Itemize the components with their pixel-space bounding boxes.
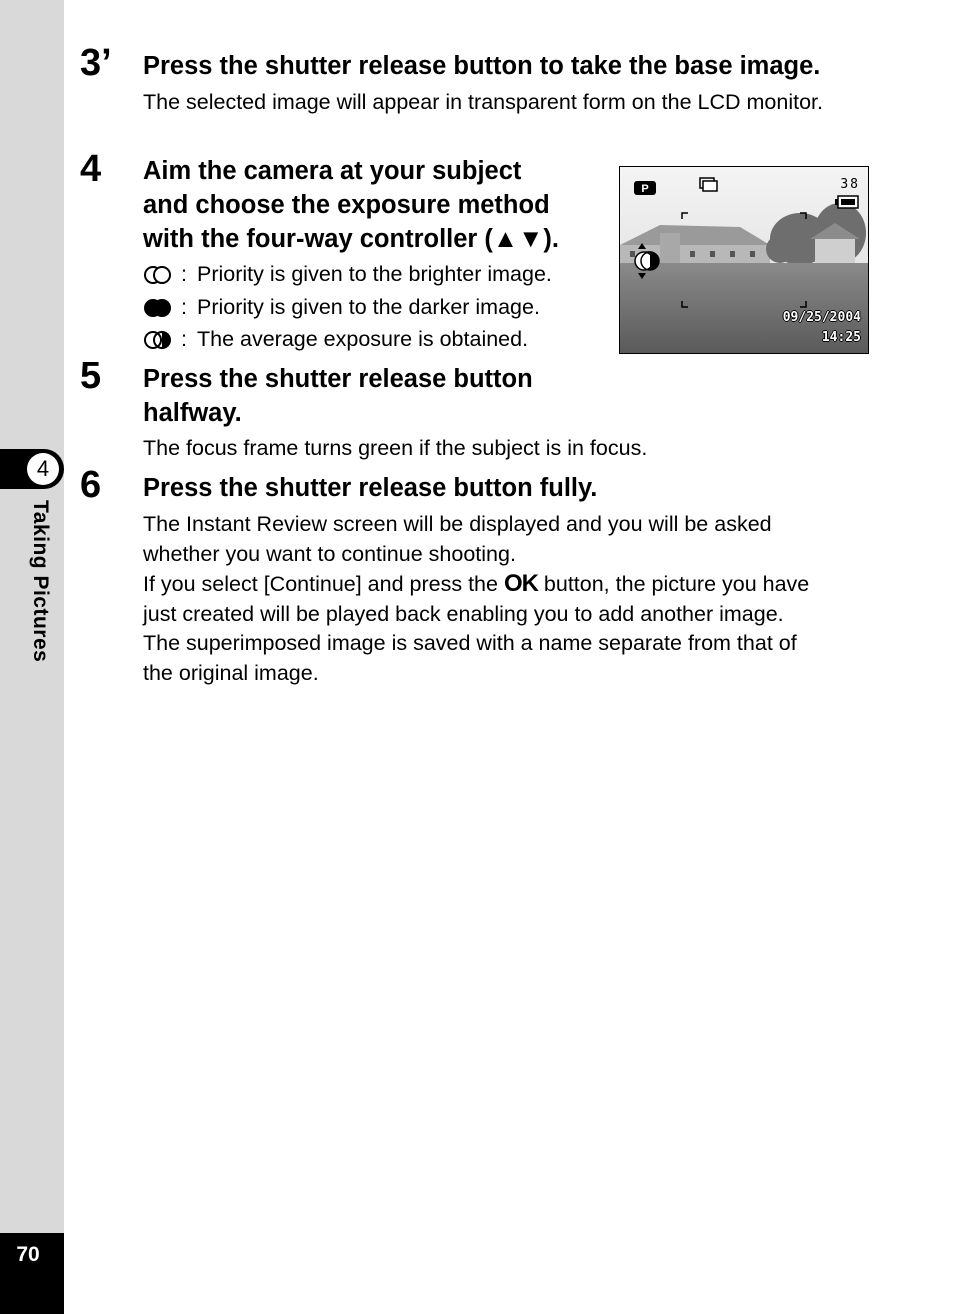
step-6-body-line-4: just created will be played back enabling you to add another image. [143,601,784,626]
dark-priority-icon [143,298,173,318]
step-6-body-line-6: the original image. [143,660,319,685]
mode-item-bright: : Priority is given to the brighter image. [143,260,552,288]
lcd-scene [620,167,868,353]
step-6-body-line-3-pre: If you select [Continue] and press the [143,572,504,596]
step-5-title [143,362,533,430]
step-number-6: 6 [80,464,102,506]
lcd-mode-badge: P [641,183,649,195]
step-6-title: Press the shutter release button fully. [143,474,598,502]
step-3p-title: Press the shutter release button to take the base image. [143,52,821,80]
step-5-title-line-2: halfway. [143,399,242,427]
step-number-4: 4 [80,148,102,190]
lcd-time: 14:25 [821,330,861,345]
chapter-title: Taking Pictures [29,500,52,663]
step-6-body-line-1: The Instant Review screen will be displayed and you will be asked [143,512,772,536]
lcd-shots-remaining: 38 [840,177,860,192]
bright-priority-icon [143,265,173,285]
step-number-5: 5 [80,355,102,397]
step-3p-body: The selected image will appear in transparent form on the LCD monitor. [143,90,823,114]
step-6-body-line-2: whether you want to continue shooting. [143,541,516,566]
step-5-title-line-1: Press the shutter release button [143,365,533,393]
average-exposure-icon [143,330,173,350]
page-number: 70 [16,1243,40,1266]
step-4-title [143,154,559,256]
ok-button-mark: OK [503,570,538,597]
chapter-number: 4 [27,453,59,485]
step-6-body-line-5: The superimposed image is saved with a name separate from that of [143,631,797,655]
step-4-title-line-1: Aim the camera at your subject [143,157,522,185]
mode-text-average: The average exposure is obtained. [196,327,529,351]
lcd-date: 09/25/2004 [782,310,861,325]
lcd-preview [619,166,869,354]
mode-text-dark: Priority is given to the darker image. [196,295,540,319]
mode-text-bright: Priority is given to the brighter image. [196,262,552,286]
step-6-body-line-3-post: button, the picture you have [537,572,810,596]
step-5-body: The focus frame turns green if the subject is in focus. [143,436,648,460]
step-number-3p: 3’ [80,42,112,84]
step-4-title-line-3: with the four-way controller (▲▼). [143,225,559,253]
step-6-body [143,510,809,688]
mode-item-dark: : Priority is given to the darker image. [143,293,540,321]
mode-item-average: : The average exposure is obtained. [143,325,528,353]
step-4-title-line-2: and choose the exposure method [143,191,550,219]
